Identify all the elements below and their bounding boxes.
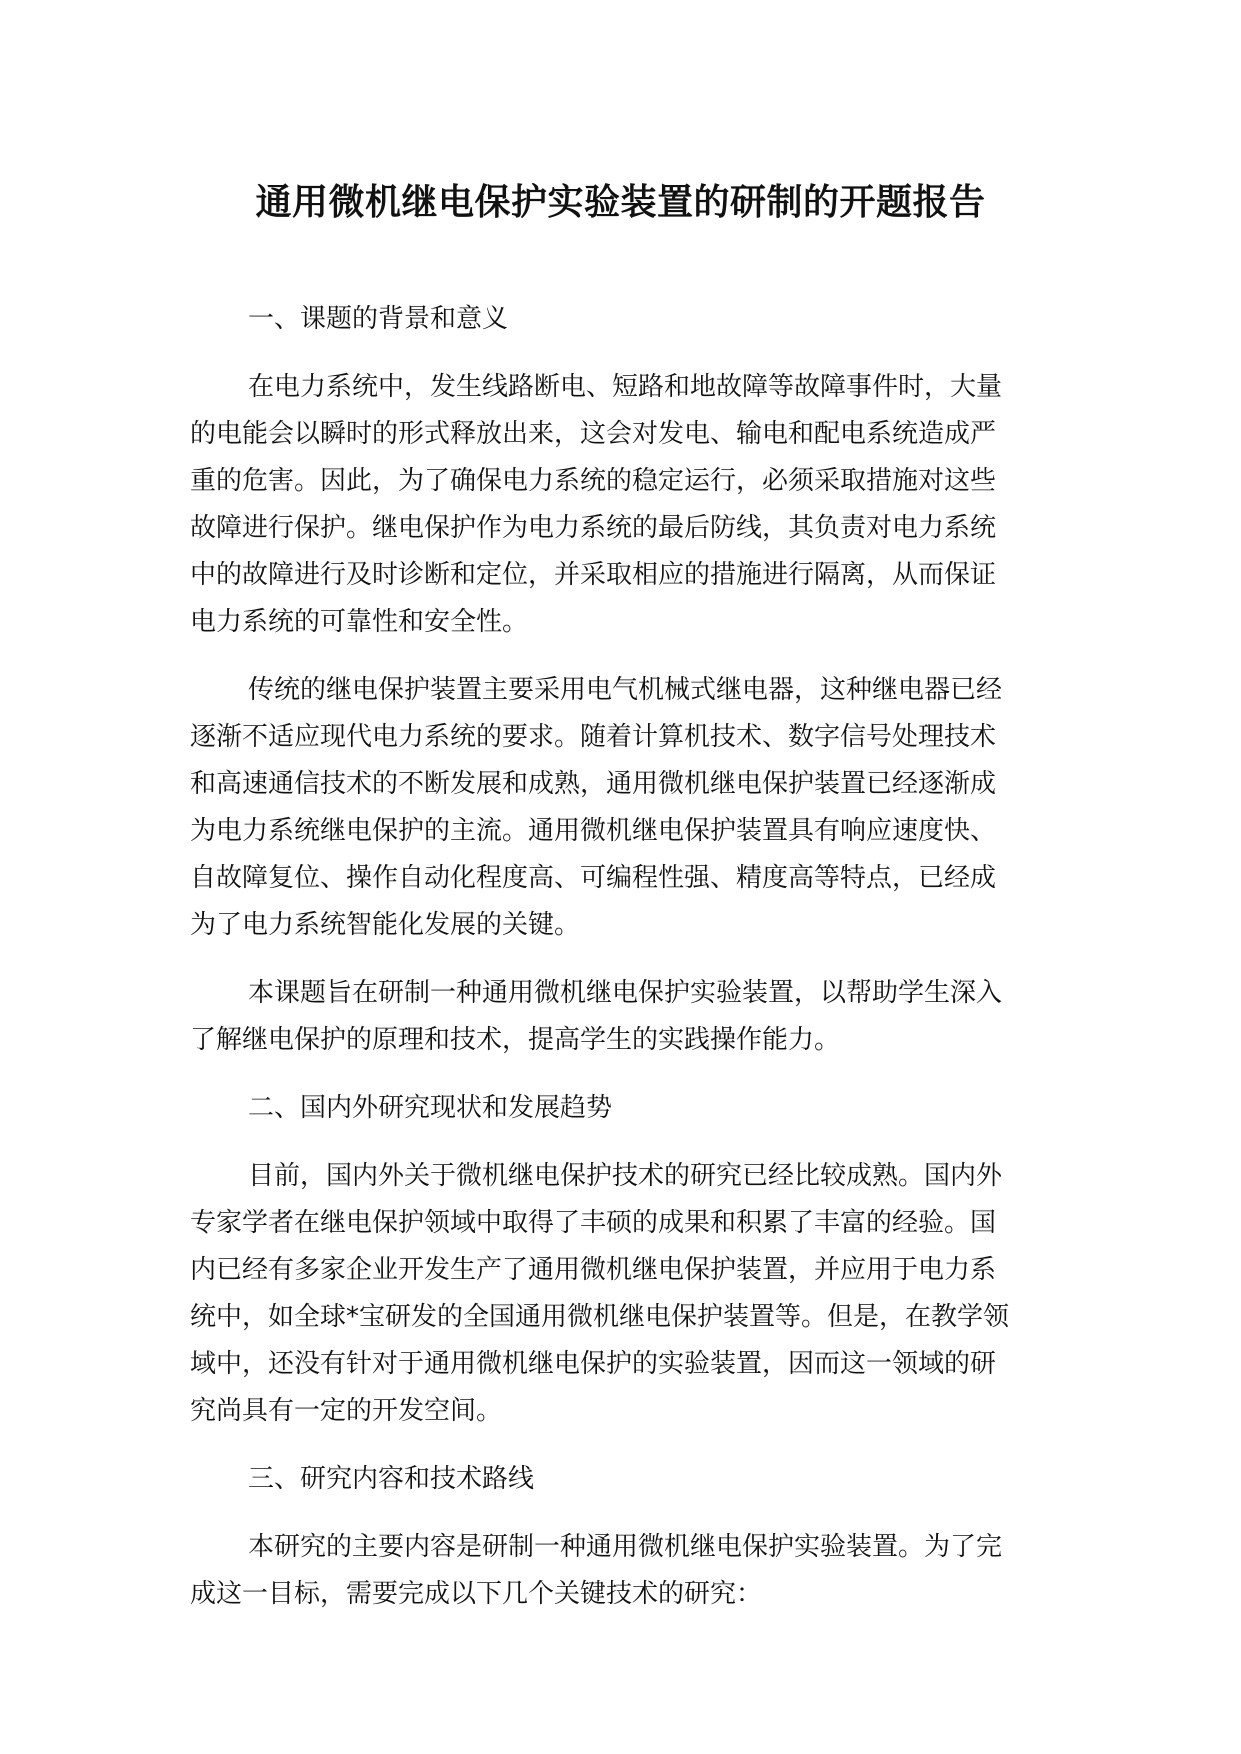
text-line: 在电力系统中，发生线路断电、短路和地故障等故障事件时，大量	[248, 372, 1003, 402]
text-line: 统中，如全球*宝研发的全国通用微机继电保护装置等。但是，在教学领	[190, 1302, 1010, 1332]
paragraph	[190, 1153, 1050, 1435]
text-line: 自故障复位、操作自动化程度高、可编程性强、精度高等特点，已经成	[190, 863, 997, 893]
section-heading-research-status: 二、国内外研究现状和发展趋势	[248, 1093, 613, 1123]
text-line: 重的危害。因此，为了确保电力系统的稳定运行，必须采取措施对这些	[190, 466, 997, 496]
text-line: 逐渐不适应现代电力系统的要求。随着计算机技术、数字信号处理技术	[190, 722, 997, 752]
paragraph	[190, 1524, 1050, 1618]
text-line: 的电能会以瞬时的形式释放出来，这会对发电、输电和配电系统造成严	[190, 419, 997, 449]
text-line: 目前，国内外关于微机继电保护技术的研究已经比较成熟。国内外	[248, 1161, 1003, 1191]
document-body	[190, 296, 1050, 1639]
text-line: 中的故障进行及时诊断和定位，并采取相应的措施进行隔离，从而保证	[190, 560, 997, 590]
text-line: 故障进行保护。继电保护作为电力系统的最后防线，其负责对电力系统	[190, 513, 997, 543]
text-line: 本研究的主要内容是研制一种通用微机继电保护实验装置。为了完	[248, 1532, 1003, 1562]
text-line: 为了电力系统智能化发展的关键。	[190, 910, 581, 940]
text-line: 传统的继电保护装置主要采用电气机械式继电器，这种继电器已经	[248, 675, 1003, 705]
text-line: 成这一目标，需要完成以下几个关键技术的研究：	[190, 1579, 763, 1609]
paragraph	[190, 667, 1050, 949]
text-line: 本课题旨在研制一种通用微机继电保护实验装置，以帮助学生深入	[248, 978, 1003, 1008]
paragraph	[190, 970, 1050, 1064]
text-line: 和高速通信技术的不断发展和成熟，通用微机继电保护装置已经逐渐成	[190, 769, 997, 799]
text-line: 究尚具有一定的开发空间。	[190, 1396, 503, 1426]
text-line: 了解继电保护的原理和技术，提高学生的实践操作能力。	[190, 1025, 841, 1055]
document-title: 通用微机继电保护实验装置的研制的开题报告	[255, 182, 986, 223]
text-line: 内已经有多家企业开发生产了通用微机继电保护装置，并应用于电力系	[190, 1255, 997, 1285]
section-heading-research-content: 三、研究内容和技术路线	[248, 1464, 535, 1494]
text-line: 电力系统的可靠性和安全性。	[190, 607, 529, 637]
paragraph	[190, 364, 1050, 646]
text-line: 为电力系统继电保护的主流。通用微机继电保护装置具有响应速度快、	[190, 816, 997, 846]
section-heading-background: 一、课题的背景和意义	[248, 304, 509, 334]
text-line: 域中，还没有针对于通用微机继电保护的实验装置，因而这一领域的研	[190, 1349, 997, 1379]
text-line: 专家学者在继电保护领域中取得了丰硕的成果和积累了丰富的经验。国	[190, 1208, 997, 1238]
